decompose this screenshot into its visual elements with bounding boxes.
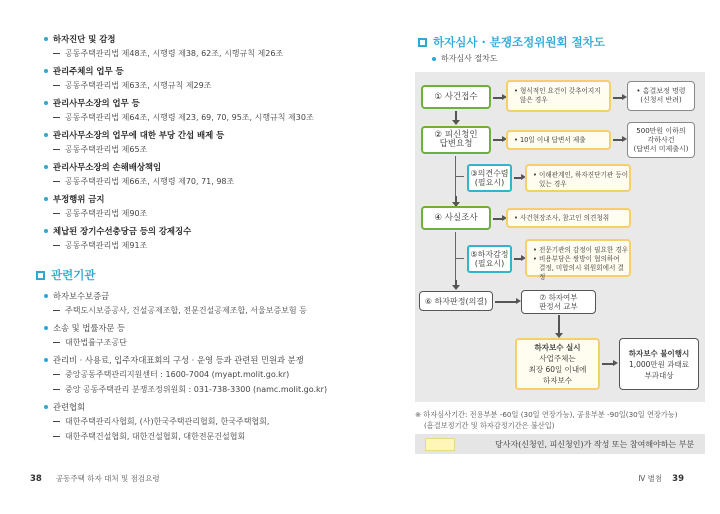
law-section bbox=[44, 128, 344, 157]
arrow-right-icon bbox=[602, 363, 614, 365]
section-title-text: 관련협회 bbox=[53, 402, 86, 412]
connector-line bbox=[455, 176, 464, 177]
step-3-label: 의견수렴 bbox=[477, 169, 509, 178]
left-content bbox=[44, 32, 344, 447]
dash-bullet-icon bbox=[53, 149, 60, 150]
square-bullet-icon bbox=[418, 38, 427, 47]
arrow-right-icon bbox=[493, 218, 503, 220]
step-2-label-2: 답변요청 bbox=[439, 139, 473, 149]
section-item-text: 공동주택관리법 제64조, 시행령 제23, 69, 70, 95조, 시행규칙 제30조 bbox=[65, 113, 314, 122]
dot-bullet-icon bbox=[44, 69, 48, 73]
non-repair-line-1: 1,000만원 과태료 bbox=[628, 359, 690, 369]
section-item-text: 공동주택관리법 제66조, 시행령 제70, 71, 98조 bbox=[65, 177, 235, 186]
step-2-label: 피신청인 bbox=[444, 130, 478, 140]
section-item-text: 공동주택관리법 제91조 bbox=[65, 241, 148, 250]
step-2-note bbox=[506, 130, 611, 150]
section-item bbox=[44, 110, 344, 125]
dot-bullet-icon bbox=[44, 133, 48, 137]
step-2-note-text: • 10일 이내 답변서 제출 bbox=[514, 135, 586, 144]
repair-line-1: 사업주체는 bbox=[539, 354, 576, 363]
arrow-right-icon bbox=[493, 139, 503, 141]
left-footer-text: 공동주택 하자 대처 및 점검요령 bbox=[55, 474, 160, 483]
section-item-text: 대한주택관리사협회, (사)한국주택관리협회, 한국주택협회, bbox=[65, 417, 270, 426]
step-3-num: ③ bbox=[470, 169, 478, 178]
arrow-right-icon bbox=[493, 97, 503, 99]
step-2-reply-request bbox=[421, 126, 491, 154]
dot-bullet-icon bbox=[44, 326, 48, 330]
section-item bbox=[44, 414, 344, 429]
section-item-text: 대한법률구조공단 bbox=[65, 338, 127, 347]
connector-line bbox=[455, 156, 456, 201]
section-item-text: 공동주택관리법 제48조, 시행령 제38, 62조, 시행규칙 제26조 bbox=[65, 49, 284, 58]
section-title-text: 관리사무소장의 업무 등 bbox=[53, 98, 140, 108]
section-title bbox=[44, 321, 344, 335]
dot-bullet-icon bbox=[44, 197, 48, 201]
repair-line-2: 최장 60일 이내에 bbox=[528, 365, 587, 374]
arrow-down-icon bbox=[558, 315, 560, 333]
section-title bbox=[44, 32, 344, 46]
section-title-text: 관리사무소장의 손해배상책임 bbox=[53, 162, 162, 172]
section-item bbox=[44, 429, 344, 444]
step-2-result-line-3: (답변서 미제출시) bbox=[633, 144, 689, 153]
law-section bbox=[44, 32, 344, 61]
dot-bullet-icon bbox=[44, 101, 48, 105]
law-section bbox=[44, 353, 344, 397]
section-title-text: 하자진단 및 감정 bbox=[53, 34, 116, 44]
law-section bbox=[44, 321, 344, 350]
step-5-note bbox=[525, 239, 631, 281]
procedure-heading bbox=[418, 34, 605, 50]
law-section bbox=[44, 192, 344, 221]
step-1-receive bbox=[421, 85, 491, 109]
section-item-text: 대한주택건설협회, 대한건설협회, 대한전문건설협회 bbox=[65, 432, 246, 441]
legend-swatch bbox=[425, 438, 455, 451]
section-title-text: 관리주체의 업무 등 bbox=[53, 66, 124, 76]
related-heading bbox=[36, 267, 344, 283]
dot-bullet-icon bbox=[44, 405, 48, 409]
non-repair-box bbox=[619, 338, 699, 390]
section-title bbox=[44, 289, 344, 303]
dot-bullet-icon bbox=[44, 294, 48, 298]
step-6-label: 하자판정(의결) bbox=[434, 296, 488, 306]
step-7-num: ⑦ bbox=[539, 293, 547, 302]
step-6-num: ⑥ bbox=[424, 296, 432, 306]
section-item-text: 공동주택관리법 제65조 bbox=[65, 145, 148, 154]
dash-bullet-icon bbox=[53, 421, 60, 422]
step-6-decision bbox=[419, 291, 493, 311]
right-page bbox=[360, 0, 720, 514]
square-bullet-icon bbox=[36, 271, 45, 280]
section-title-text: 관리사무소장의 업무에 대한 부당 간섭 배제 등 bbox=[53, 130, 225, 140]
dot-bullet-icon bbox=[44, 229, 48, 233]
section-item bbox=[44, 46, 344, 61]
step-1-note bbox=[506, 80, 611, 112]
section-item-text: 공동주택관리법 제63조, 시행규칙 제29조 bbox=[65, 81, 212, 90]
dash-bullet-icon bbox=[53, 310, 60, 311]
section-title bbox=[44, 400, 344, 414]
step-5-label: 하자감정 bbox=[477, 250, 509, 259]
repair-line-3: 하자보수 bbox=[543, 376, 572, 385]
arrow-down-icon bbox=[455, 111, 457, 120]
step-5-note-line-3: 결정, 미합의시 위원회에서 결정 bbox=[539, 264, 624, 281]
dot-bullet-icon bbox=[44, 37, 48, 41]
section-item bbox=[44, 238, 344, 253]
law-section bbox=[44, 289, 344, 318]
step-1-note-line-1: • 형식적인 요건이 갖추어지지 bbox=[514, 87, 601, 95]
step-5-note-line-2: • 비용부담은 쌍방이 협의하여 bbox=[533, 255, 620, 263]
law-section bbox=[44, 160, 344, 189]
step-3-note-line-2: 있는 경우 bbox=[539, 180, 567, 188]
section-title bbox=[44, 160, 344, 174]
step-5-num: ⑤ bbox=[470, 250, 478, 259]
section-title bbox=[44, 224, 344, 238]
arrow-right-icon bbox=[613, 139, 623, 141]
arrow-right-icon bbox=[514, 258, 522, 260]
section-title bbox=[44, 192, 344, 206]
dot-bullet-icon bbox=[432, 57, 436, 61]
arrow-down-icon bbox=[455, 280, 457, 285]
step-5-appraisal bbox=[467, 245, 512, 273]
section-item bbox=[44, 382, 344, 397]
dash-bullet-icon bbox=[53, 181, 60, 182]
related-heading-text: 관련기관 bbox=[51, 268, 96, 282]
step-5-note-line-1: • 전문기관의 감정이 필요한 경우 bbox=[533, 246, 629, 254]
section-item bbox=[44, 367, 344, 382]
step-2-result-line-2: 각하사건 bbox=[647, 135, 675, 144]
dash-bullet-icon bbox=[53, 436, 60, 437]
legend bbox=[415, 434, 705, 454]
section-item bbox=[44, 335, 344, 350]
step-4-note-text: • 사건현장조사, 참고인 의견청취 bbox=[514, 213, 610, 222]
dash-bullet-icon bbox=[53, 85, 60, 86]
law-section bbox=[44, 64, 344, 93]
procedure-subheading-text: 하자심사 절차도 bbox=[441, 54, 498, 63]
step-4-label: 사실조사 bbox=[444, 212, 478, 223]
step-7-verdict bbox=[521, 290, 596, 314]
arrow-right-icon bbox=[495, 301, 517, 303]
connector-line bbox=[455, 258, 464, 259]
step-1-num: ① bbox=[434, 91, 443, 102]
left-footer bbox=[30, 473, 160, 484]
right-footer-text: Ⅳ 별첨 bbox=[638, 474, 663, 483]
section-item bbox=[44, 206, 344, 221]
section-title-text: 하자보수보증금 bbox=[53, 291, 110, 301]
law-section bbox=[44, 400, 344, 444]
repair-box bbox=[515, 338, 600, 390]
left-page-number: 38 bbox=[30, 473, 42, 484]
arrow-down-icon bbox=[455, 196, 457, 202]
dash-bullet-icon bbox=[53, 245, 60, 246]
step-1-note-line-2: 않은 경우 bbox=[520, 96, 548, 104]
step-5-label-2: (필요시) bbox=[474, 259, 505, 268]
arrow-right-icon bbox=[613, 97, 623, 99]
non-repair-title: 하자보수 불이행시 bbox=[628, 348, 690, 358]
section-item bbox=[44, 303, 344, 318]
dash-bullet-icon bbox=[53, 117, 60, 118]
legend-text: 당사자(신청인, 피신청인)가 작성 또는 참여해야하는 부분 bbox=[495, 439, 695, 449]
step-3-label-2: (필요시) bbox=[474, 178, 505, 187]
step-3-note bbox=[525, 164, 631, 192]
law-section bbox=[44, 224, 344, 253]
dash-bullet-icon bbox=[53, 389, 60, 390]
step-4-investigation bbox=[421, 206, 491, 230]
step-3-opinion bbox=[467, 164, 512, 192]
non-repair-line-2: 부과대상 bbox=[644, 370, 674, 380]
step-2-num: ② bbox=[434, 130, 443, 140]
step-1-label: 사건접수 bbox=[444, 91, 478, 102]
procedure-subheading bbox=[432, 53, 498, 64]
right-page-number: 39 bbox=[672, 473, 684, 484]
repair-title: 하자보수 실시 bbox=[534, 343, 581, 352]
dash-bullet-icon bbox=[53, 213, 60, 214]
section-title bbox=[44, 353, 344, 367]
dash-bullet-icon bbox=[53, 374, 60, 375]
step-1-result-line-2: (신청서 반려) bbox=[640, 96, 682, 104]
section-item bbox=[44, 142, 344, 157]
section-title bbox=[44, 128, 344, 142]
section-title-text: 부정행위 금지 bbox=[53, 194, 105, 204]
step-7-label: 하자여부 bbox=[548, 293, 578, 302]
dot-bullet-icon bbox=[44, 165, 48, 169]
section-title bbox=[44, 64, 344, 78]
section-title-text: 체납된 장기수선충당금 등의 강제징수 bbox=[53, 226, 192, 236]
step-1-result-line-1: • 흠결보정 명령 bbox=[636, 87, 686, 95]
arrow-right-icon bbox=[514, 177, 522, 179]
step-7-label-2: 판정서 교부 bbox=[539, 302, 578, 311]
section-item-text: 공동주택관리법 제90조 bbox=[65, 209, 148, 218]
section-title-text: 소송 및 법률자문 등 bbox=[53, 323, 126, 333]
procedure-remark bbox=[415, 409, 715, 431]
dash-bullet-icon bbox=[53, 53, 60, 54]
step-3-note-line-1: • 이해관계인, 하자진단기관 등이 bbox=[533, 171, 629, 179]
step-4-note bbox=[506, 208, 631, 228]
step-1-result bbox=[627, 81, 695, 111]
section-item-text: 중앙 공동주택관리 분쟁조정위원회 : 031-738-3300 (namc.molit.go.kr) bbox=[65, 385, 328, 394]
procedure-heading-text: 하자심사 · 분쟁조정위원회 절차도 bbox=[433, 35, 605, 49]
dash-bullet-icon bbox=[53, 342, 60, 343]
right-footer bbox=[638, 473, 684, 484]
step-4-num: ④ bbox=[434, 212, 443, 223]
remark-line-2: (흠결보정기간 및 하자감정기간은 불산입) bbox=[424, 421, 555, 430]
remark-line-1: ※ 하자심사기간: 전용부분 -60일 (30일 연장가능), 공용부분 -90일(30일 연장가능) bbox=[415, 410, 678, 419]
dot-bullet-icon bbox=[44, 358, 48, 362]
section-item-text: 주택도시보증공사, 건설공제조합, 전문건설공제조합, 서울보증보험 등 bbox=[65, 306, 307, 315]
law-section bbox=[44, 96, 344, 125]
section-item bbox=[44, 78, 344, 93]
step-2-result bbox=[627, 122, 695, 158]
section-item bbox=[44, 174, 344, 189]
section-item-text: 중앙공동주택관리지원센터 : 1600-7004 (myapt.molit.go.kr) bbox=[65, 370, 290, 379]
section-title bbox=[44, 96, 344, 110]
step-2-result-line-1: 500만원 이하의 bbox=[636, 126, 686, 135]
flowchart bbox=[415, 72, 705, 402]
section-title-text: 관리비 · 사용료, 입주자대표회의 구성 · 운영 등과 관련된 민원과 분쟁 bbox=[53, 355, 304, 365]
